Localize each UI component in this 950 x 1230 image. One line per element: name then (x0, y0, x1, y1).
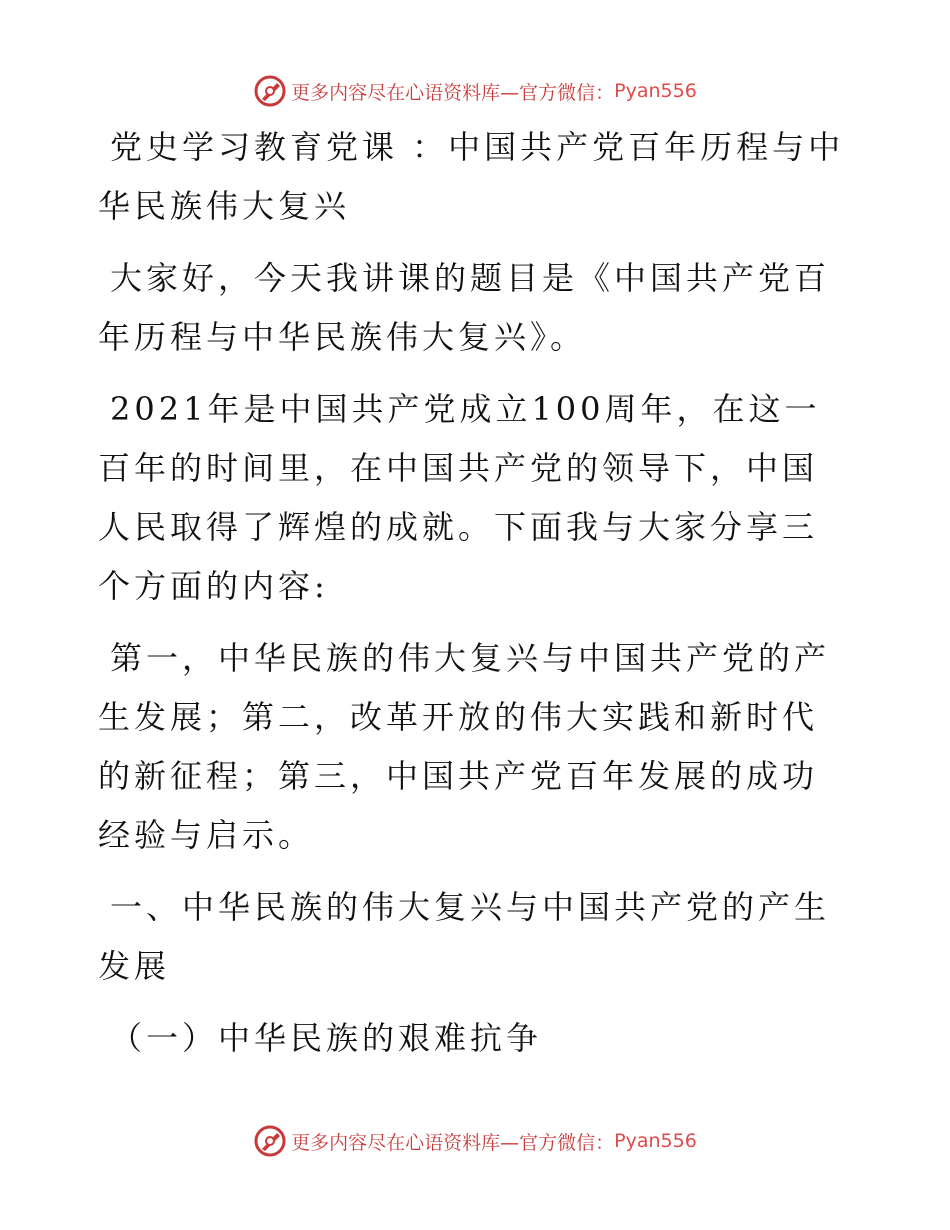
seal-logo-icon (253, 1124, 287, 1158)
seal-logo-icon (253, 74, 287, 108)
banner-text: 更多内容尽在心语资料库—官方微信： (291, 1131, 615, 1154)
document-body (98, 118, 850, 1081)
banner-wechat-id: Pyan556 (614, 1130, 697, 1152)
section-heading-1: 一、中华民族的伟大复兴与中国共产党的产生发展 (98, 888, 831, 985)
header-banner (0, 71, 950, 111)
banner-wechat-id: Pyan556 (614, 80, 697, 102)
footer-banner (0, 1121, 950, 1161)
subsection-heading-1: （一）中华民族的艰难抗争 (110, 1019, 543, 1057)
paragraph-intro: 2021年是中国共产党成立100周年，在这一百年的时间里，在中国共产党的领导下，中国人民取得了辉煌的成就。下面我与大家分享三个方面的内容: (98, 390, 821, 605)
paragraph-greeting: 大家好，今天我讲课的题目是《中国共产党百年历程与中华民族伟大复兴》。 (98, 259, 831, 356)
paragraph-outline: 第一，中华民族的伟大复兴与中国共产党的产生发展；第二，改革开放的伟大实践和新时代的新征程；第三，中国共产党百年发展的成功经验与启示。 (98, 639, 831, 854)
banner-text: 更多内容尽在心语资料库—官方微信： (291, 81, 615, 104)
document-title: 党史学习教育党课 ：中国共产党百年历程与中华民族伟大复兴 (98, 128, 845, 225)
